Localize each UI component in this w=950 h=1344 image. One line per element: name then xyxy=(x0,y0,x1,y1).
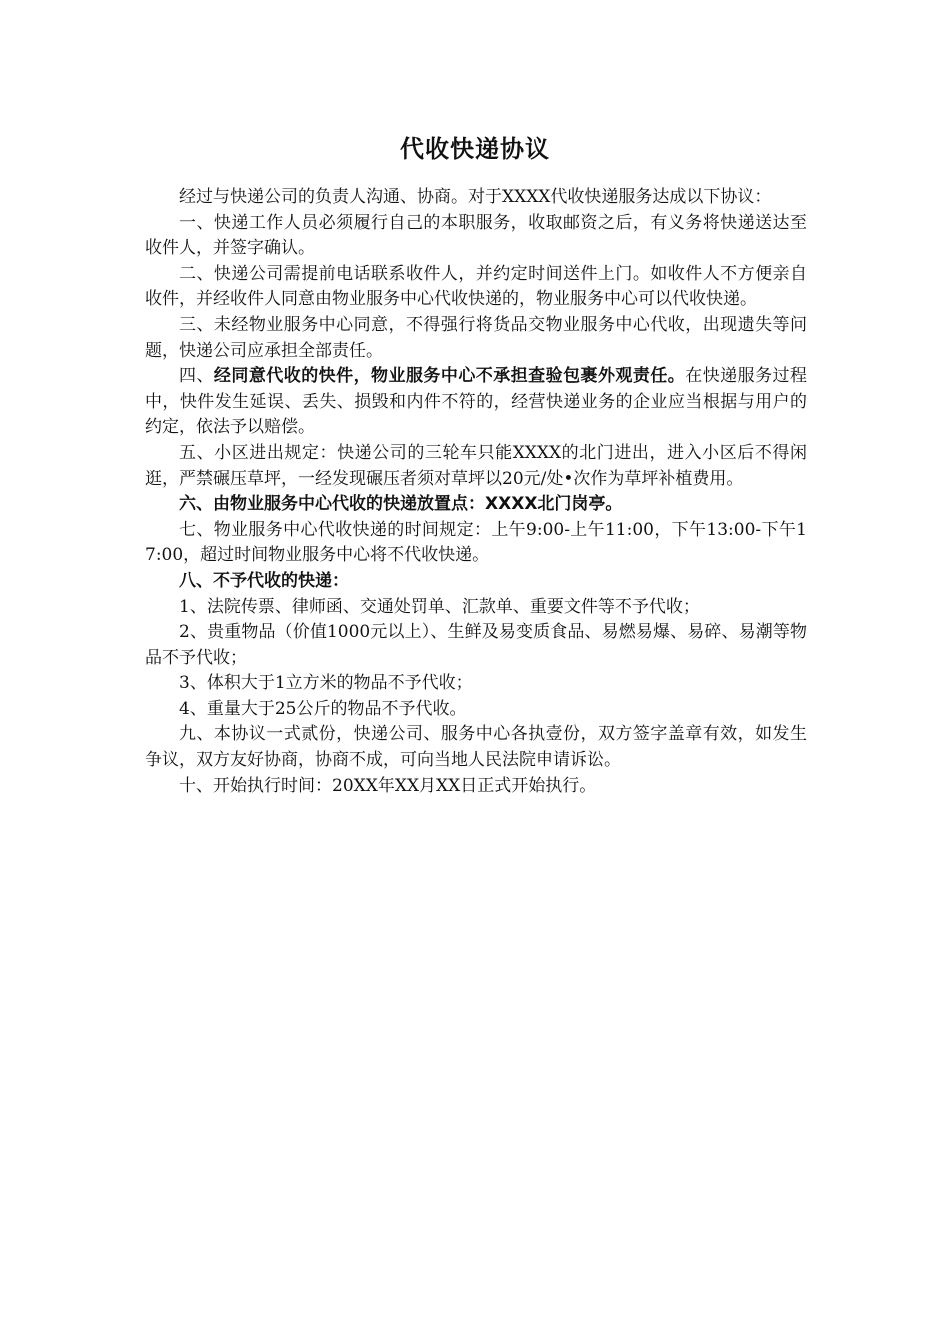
clause-5: 五、小区进出规定：快递公司的三轮车只能XXXX的北门进出，进入小区后不得闲逛，严禁碾压草坪，一经发现碾压者须对草坪以20元/处•次作为草坪补植费用。 xyxy=(145,442,807,489)
intro-paragraph: 经过与快递公司的负责人沟通、协商。对于XXXX代收快递服务达成以下协议： xyxy=(179,187,772,207)
clause-8-item-4: 4、重量大于25公斤的物品不予代收。 xyxy=(179,698,467,719)
clause-8-item-1: 1、法院传票、律师函、交通处罚单、汇款单、重要文件等不予代收； xyxy=(179,596,700,617)
clause-8-item-2: 2、贵重物品（价值1000元以上）、生鲜及易变质食品、易燃易爆、易碎、易潮等物品不予代收； xyxy=(145,622,807,668)
clause-4 xyxy=(145,364,807,441)
clause-4-rest: 在快递服务过程中，快件发生延误、丢失、损毁和内件不符的，经营快递业务的企业应当根据与用户的约定，依法予以赔偿。 xyxy=(145,366,808,438)
document-body xyxy=(145,185,807,799)
clause-10: 十、开始执行时间：20XX年XX月XX日正式开始执行。 xyxy=(179,775,597,796)
clause-9: 九、本协议一式贰份，快递公司、服务中心各执壹份，双方签字盖章有效，如发生争议，双方友好协商，协商不成，可向当地人民法院申请诉讼。 xyxy=(145,724,807,771)
document-title: 代收快递协议 xyxy=(400,135,550,163)
clause-3: 三、未经物业服务中心同意，不得强行将货品交物业服务中心代收，出现遗失等问题，快递公司应承担全部责任。 xyxy=(145,314,807,361)
clause-8-item-3: 3、体积大于1立方米的物品不予代收； xyxy=(179,673,473,694)
clause-1: 一、快递工作人员必须履行自己的本职服务，收取邮资之后，有义务将快递送达至收件人，并签字确认。 xyxy=(145,212,807,259)
clause-7: 七、物业服务中心代收快递的时间规定：上午9:00-上午11:00，下午13:00-下午17:00，超过时间物业服务中心将不代收快递。 xyxy=(145,519,807,566)
clause-4-prefix: 四、 xyxy=(179,366,214,387)
clause-6: 六、由物业服务中心代收的快递放置点：XXXX北门岗亭。 xyxy=(179,494,623,515)
clause-8-heading: 八、不予代收的快递： xyxy=(179,570,349,591)
clause-4-bold-text: 经同意代收的快件，物业服务中心不承担查验包裹外观责任。 xyxy=(213,366,686,387)
clause-2: 二、快递公司需提前电话联系收件人，并约定时间送件上门。如收件人不方便亲自收件，并经收件人同意由物业服务中心代收快递的，物业服务中心可以代收快递。 xyxy=(145,263,807,310)
